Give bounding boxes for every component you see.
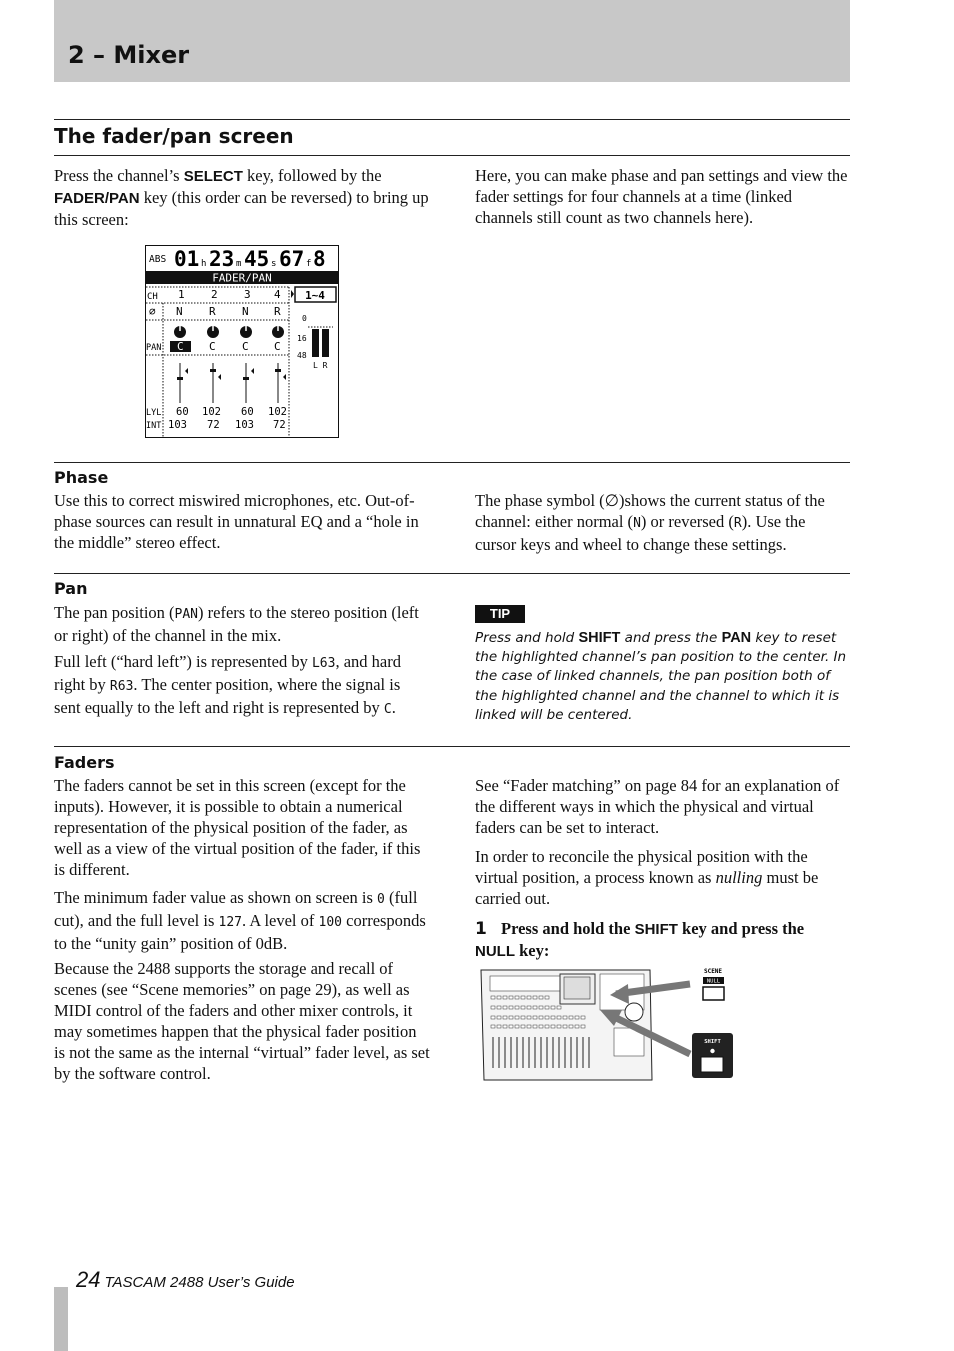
lcd-ch-2: 2 — [211, 288, 218, 301]
chapter-header-bar — [54, 0, 850, 82]
page-footer — [76, 1267, 295, 1293]
section-title: The fader/pan screen — [54, 124, 294, 148]
lcd-pan-1: C — [177, 340, 184, 353]
lcd-lyl-2: 102 — [202, 406, 221, 418]
lcd-phase-3: N — [242, 305, 249, 318]
lcd-pan-2: C — [209, 340, 216, 353]
intro-right-paragraph: Here, you can make phase and pan settings and view the fader settings for four channels at a time (linked channels still count as two channels here). — [475, 166, 848, 227]
lcd-lyl-3: 60 — [241, 406, 254, 418]
pan-heading: Pan — [54, 579, 88, 598]
footer-text: TASCAM 2488 User’s Guide — [104, 1274, 295, 1291]
lcd-phase-symbol: ∅ — [149, 305, 156, 318]
lcd-pan-4: C — [274, 340, 281, 353]
pan-paragraph-1: The pan position (PAN) refers to the stereo position (left or right) of the channel in the mix. — [54, 603, 419, 645]
section-bottom-rule — [54, 155, 850, 156]
lcd-abs-label: ABS — [149, 254, 167, 265]
lcd-meter-48: 48 — [297, 351, 307, 360]
shift-led — [710, 1049, 714, 1053]
recorder-null-key-figure — [478, 962, 738, 1082]
lcd-time-f-sep: f — [306, 259, 312, 269]
lcd-ch-4: 4 — [274, 288, 281, 301]
lcd-meter-0: 0 — [302, 314, 307, 323]
lcd-time-h-sep: h — [201, 259, 207, 269]
faders-paragraph-1: The faders cannot be set in this screen (except for the inputs). However, it is possible to obtain a numerical representation of the physical position of the fader, as well as a view of the virtual position of the fader, if this is different. — [54, 776, 421, 879]
lcd-lyl-1: 60 — [176, 406, 189, 418]
step-1: 1 Press and hold the SHIFT key and press the NULL key: — [475, 919, 805, 960]
lcd-time-hours: 01 — [174, 247, 200, 271]
lcd-int-4: 72 — [273, 419, 286, 431]
lcd-time-seconds: 45 — [244, 247, 270, 271]
lcd-int-3: 103 — [235, 419, 254, 431]
faders-paragraph-2: The minimum fader value as shown on screen is 0 (full cut), and the full level is 127. A level of 100 corresponds to the “unity gain” position of 0dB. — [54, 888, 426, 953]
faders-right-paragraph-2: In order to reconcile the physical position with the virtual position, a process known as nulling must be carried out. — [475, 847, 819, 908]
lcd-pan-label: PAN — [146, 343, 162, 353]
lcd-ch-label: CH — [147, 292, 158, 302]
fader-pan-lcd-screen — [145, 245, 339, 438]
lcd-meter-right — [322, 329, 329, 357]
section-top-rule — [54, 119, 850, 120]
page-number: 24 — [76, 1267, 101, 1292]
tip-text: Press and hold SHIFT and press the PAN key to reset the highlighted channel’s pan position to the center. In the case of linked channels, the pan position both of the highlighted channel and the channel to which it is linked will be centered. — [475, 630, 847, 723]
faders-paragraph-3: Because the 2488 supports the storage and recall of scenes (see “Scene memories” on page 29), as well as MIDI control of the faders and other mixer controls, it may sometimes happen that the physical fader position is not the same as the internal “virtual” fader level, as set by the software control. — [54, 959, 430, 1083]
pan-paragraph-2: Full left (“hard left”) is represented by L63, and hard right by R63. The center position, where the signal is sent equally to the left and right is represented by C. — [54, 652, 401, 717]
lcd-phase-4: R — [274, 305, 281, 318]
lcd-int-1: 103 — [168, 419, 187, 431]
step-number: 1 — [475, 919, 487, 939]
phase-left-paragraph: Use this to correct miswired microphones, etc. Out-of-phase sources can result in unnatural EQ and a “hole in the middle” stereo effect. — [54, 491, 419, 552]
lcd-pan-knob-1 — [174, 326, 186, 338]
lcd-pan-knob-4 — [272, 326, 284, 338]
lcd-meter-lr: L R — [313, 361, 328, 370]
chapter-title: 2 – Mixer — [68, 41, 190, 69]
lcd-int-2: 72 — [207, 419, 220, 431]
shift-label: SHIFT — [704, 1039, 721, 1045]
lcd-time-m-sep: m — [236, 259, 242, 269]
lcd-meter-16: 16 — [297, 334, 307, 343]
faders-rule — [54, 746, 850, 747]
intro-left-paragraph: Press the channel’s SELECT key, followed by the FADER/PAN key (this order can be reversed) to bring up this screen: — [54, 166, 429, 229]
phase-rule — [54, 462, 850, 463]
lcd-phase-1: N — [176, 305, 183, 318]
faders-heading: Faders — [54, 753, 115, 772]
phase-right-paragraph: The phase symbol (∅)shows the current status of the channel: either normal (N) or reversed (R). Use the cursor keys and wheel to change these settings. — [475, 491, 825, 554]
lcd-title: FADER/PAN — [212, 271, 272, 285]
pan-rule — [54, 573, 850, 574]
tip-badge: TIP — [475, 605, 525, 623]
null-label: NULL — [706, 978, 721, 985]
lcd-int-label: INT — [146, 421, 162, 431]
faders-right-paragraph-1: See “Fader matching” on page 84 for an explanation of the different ways in which the physical and virtual faders can be set to interact. — [475, 776, 840, 837]
lcd-pan-knob-3 — [240, 326, 252, 338]
lcd-meter-left — [312, 329, 319, 357]
lcd-range-label: 1~4 — [305, 289, 325, 302]
lcd-lyl-label: LYL — [146, 408, 162, 418]
lcd-time-subframes: 8 — [313, 247, 326, 271]
lcd-time-frames: 67 — [279, 247, 305, 271]
null-key — [703, 987, 724, 1000]
shift-key — [701, 1057, 723, 1072]
footer-bar — [54, 1287, 68, 1351]
lcd-ch-3: 3 — [244, 288, 251, 301]
lcd-time-minutes: 23 — [209, 247, 235, 271]
lcd-time-s-sep: s — [271, 259, 277, 269]
phase-heading: Phase — [54, 468, 109, 487]
lcd-pan-knob-2 — [207, 326, 219, 338]
lcd-lyl-4: 102 — [268, 406, 287, 418]
lcd-ch-1: 1 — [178, 288, 185, 301]
scene-label: SCENE — [703, 968, 723, 975]
lcd-phase-2: R — [209, 305, 216, 318]
lcd-pan-3: C — [242, 340, 249, 353]
